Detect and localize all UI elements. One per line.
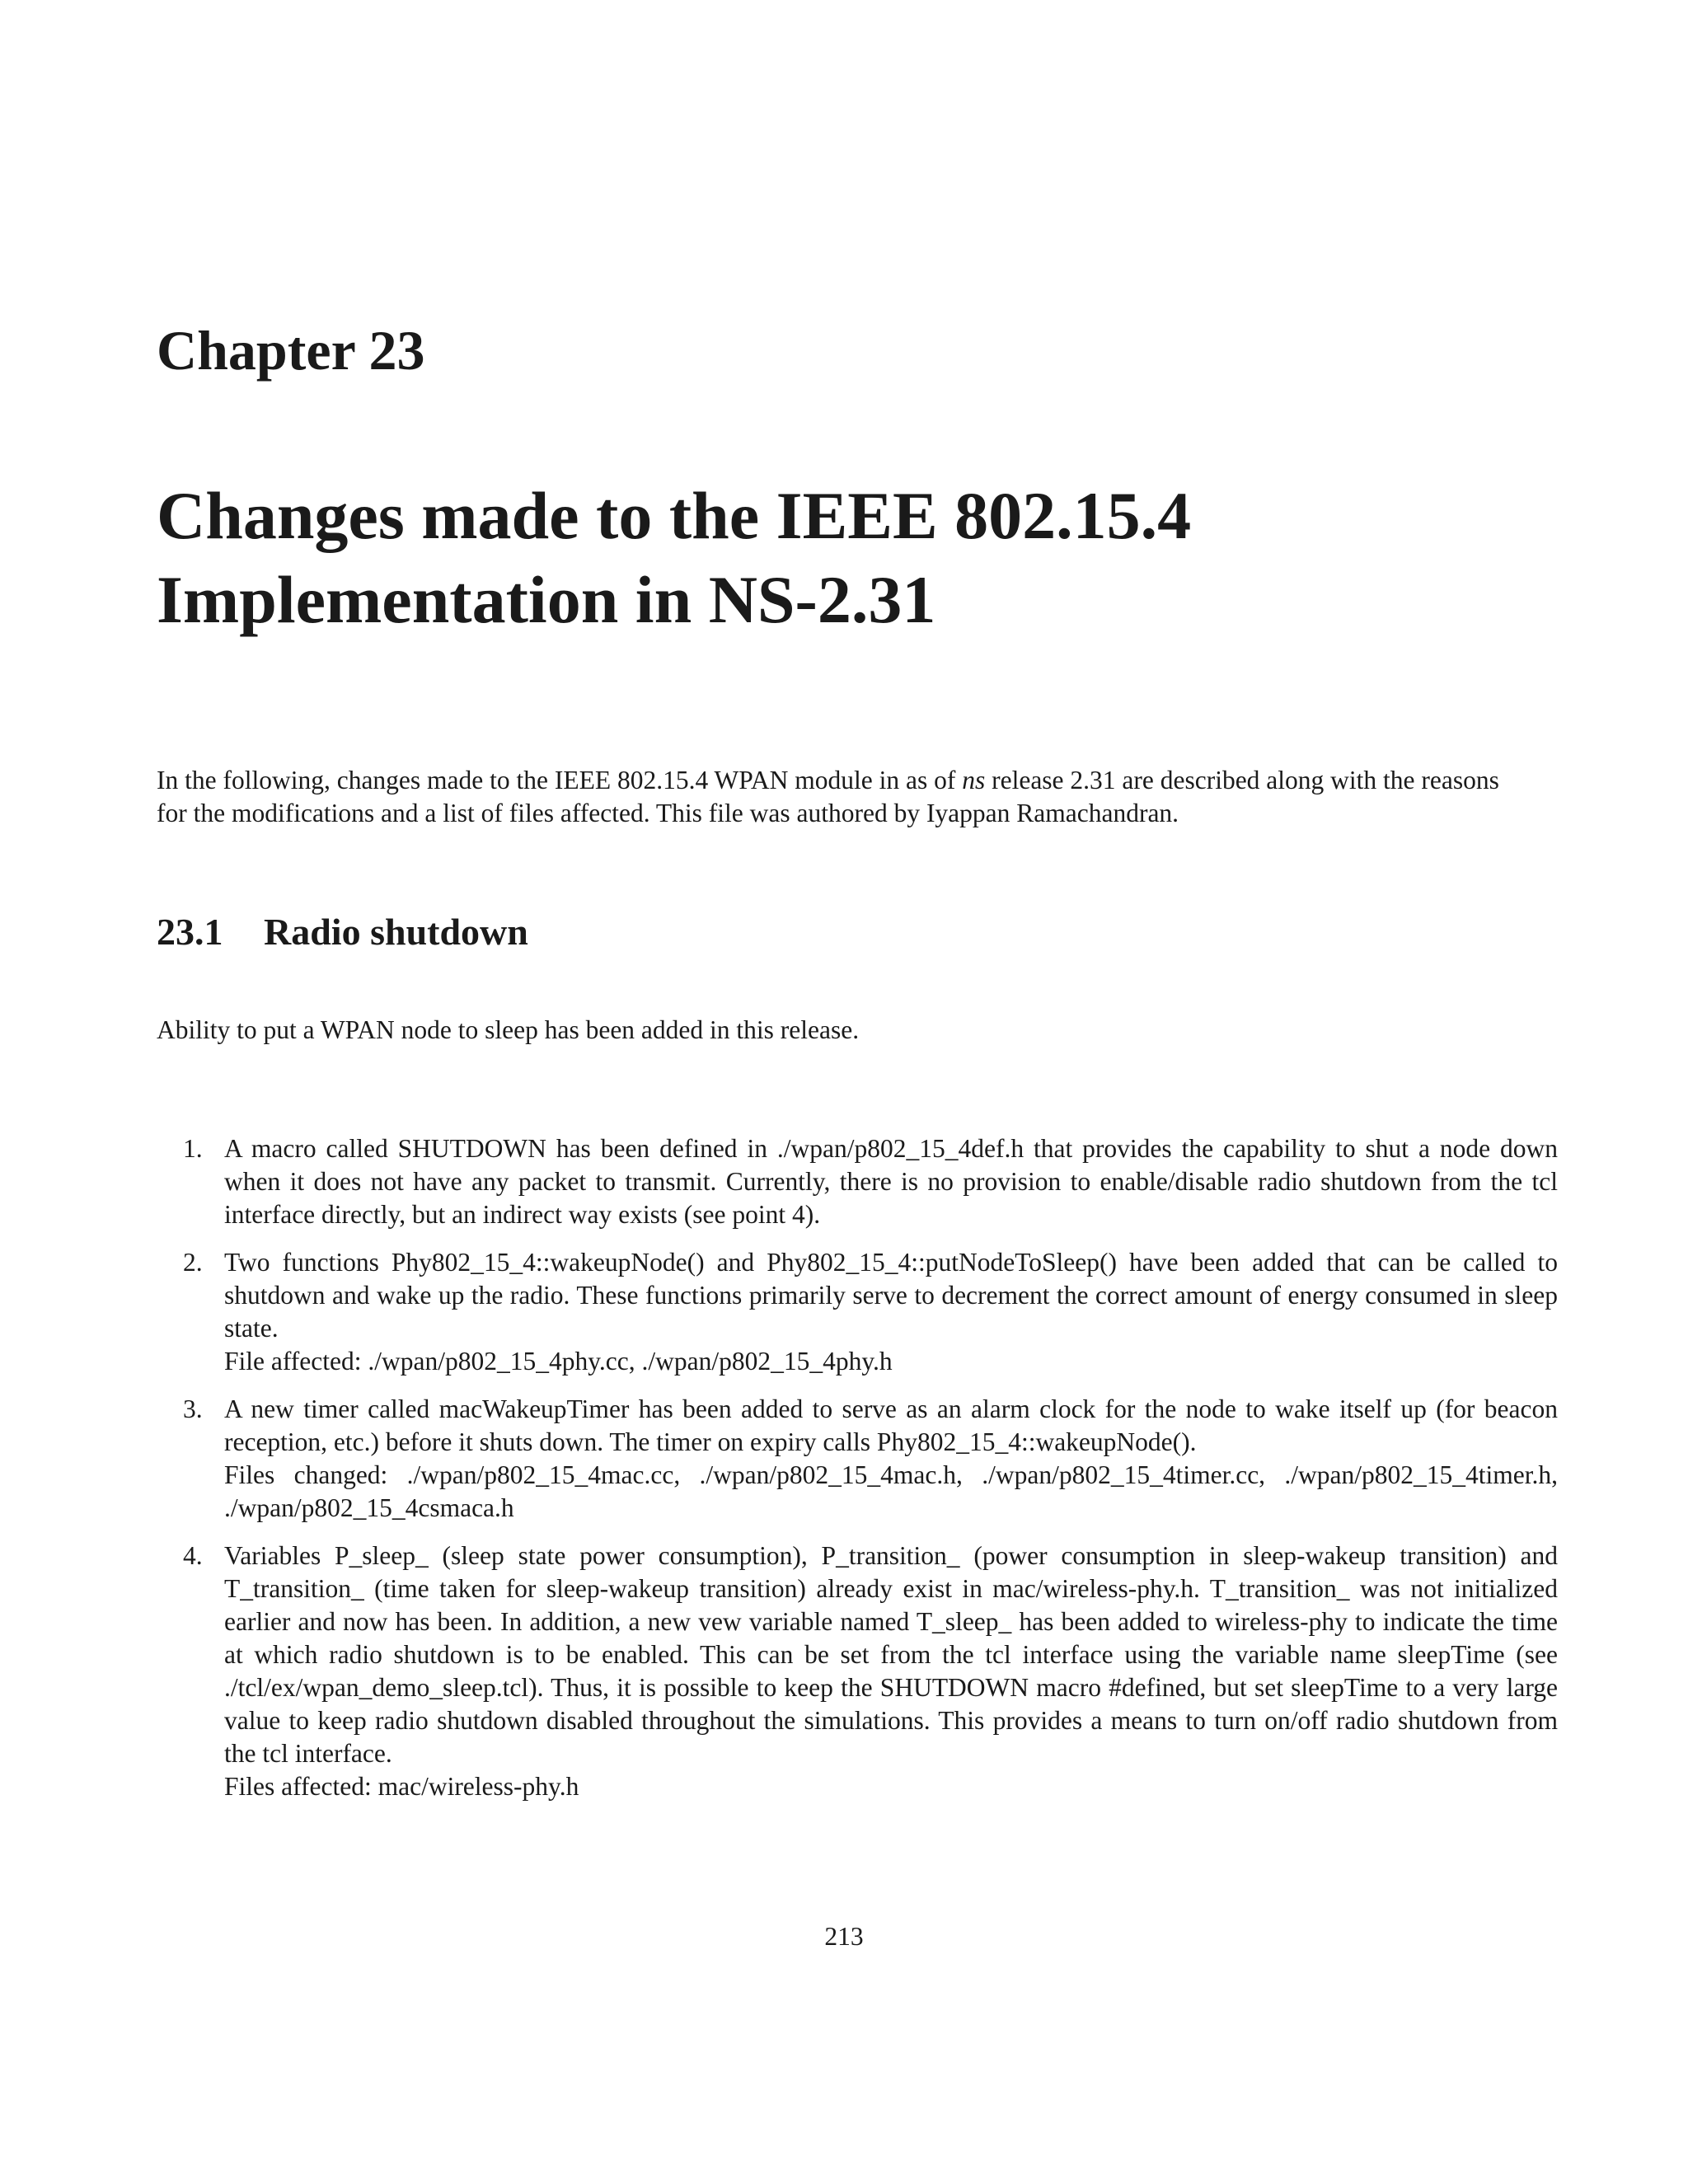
list-item-text: A new timer called macWakeupTimer has been added to serve as an alarm clock for the node to wake itself up (for beacon reception, etc.) before it shuts down. The timer on expiry calls Phy802_15_4::wakeupNode().: [224, 1394, 1558, 1456]
list-item-marker: 4.: [183, 1541, 203, 1570]
changes-list: [157, 1132, 1558, 1818]
list-item: [157, 1246, 1558, 1378]
page-number: 213: [824, 1922, 864, 1951]
chapter-title-line-1: Changes made to the IEEE 802.15.4: [157, 478, 1192, 553]
list-item-text: A macro called SHUTDOWN has been defined in ./wpan/p802_15_4def.h that provides the capability to shut a node down when it does not have any packet to transmit. Currently, there is no provision to enable/disable radio shutdown from the tcl interface directly, but an indirect way exists (see point 4).: [224, 1134, 1558, 1229]
list-item-files: File affected: ./wpan/p802_15_4phy.cc, ./wpan/p802_15_4phy.h: [224, 1347, 893, 1376]
list-item: [157, 1132, 1558, 1231]
list-item-body: [224, 1132, 1558, 1231]
intro-text-after: release 2.31 are described along with the reasons for the modifications and a list of files affected. This file was authored by Iyappan Ramachandran.: [157, 766, 1499, 827]
list-item-marker: 2.: [183, 1248, 203, 1277]
intro-text-before: In the following, changes made to the IEEE 802.15.4 WPAN module in as of: [157, 766, 963, 794]
list-item: [157, 1540, 1558, 1803]
intro-ns-emphasis: ns: [962, 766, 986, 794]
list-item-body: [224, 1393, 1558, 1525]
list-item-body: [224, 1540, 1558, 1803]
list-item-files: Files changed: ./wpan/p802_15_4mac.cc, ./wpan/p802_15_4mac.h, ./wpan/p802_15_4timer.cc, ./wpan/p802_15_4timer.h, ./wpan/p802_15_4csmaca.h: [224, 1460, 1558, 1522]
section-number: 23.1: [157, 911, 223, 953]
chapter-title: [157, 474, 1191, 642]
chapter-label: Chapter 23: [157, 319, 425, 382]
section-heading: [157, 909, 528, 954]
list-item-text: Two functions Phy802_15_4::wakeupNode() and Phy802_15_4::putNodeToSleep() have been added that can be called to shutdown and wake up the radio. These functions primarily serve to decrement the correct amount of energy consumed in sleep state.: [224, 1248, 1558, 1343]
list-item-marker: 1.: [183, 1134, 203, 1163]
section-intro: Ability to put a WPAN node to sleep has been added in this release.: [157, 1015, 860, 1044]
list-item: [157, 1393, 1558, 1525]
list-item-marker: 3.: [183, 1394, 203, 1423]
intro-paragraph: [157, 764, 1525, 830]
list-item-text: Variables P_sleep_ (sleep state power consumption), P_transition_ (power consumption in sleep-wakeup transition) and T_transition_ (time taken for sleep-wakeup transition) already exist in mac/wireless-phy.h. T_transition_ was not initialized earlier and now has been. In addition, a new vew variable named T_sleep_ has been added to wireless-phy to indicate the time at which radio shutdown is to be enabled. This can be set from the tcl interface using the variable name sleepTime (see ./tcl/ex/wpan_demo_sleep.tcl). Thus, it is possible to keep the SHUTDOWN macro #defined, but set sleepTime to a very large value to keep radio shutdown disabled throughout the simulations. This provides a means to turn on/off radio shutdown from the tcl interface.: [224, 1541, 1558, 1768]
list-item-files: Files affected: mac/wireless-phy.h: [224, 1772, 579, 1801]
section-title: Radio shutdown: [264, 911, 528, 953]
list-item-body: [224, 1246, 1558, 1378]
chapter-title-line-2: Implementation in NS-2.31: [157, 562, 936, 637]
